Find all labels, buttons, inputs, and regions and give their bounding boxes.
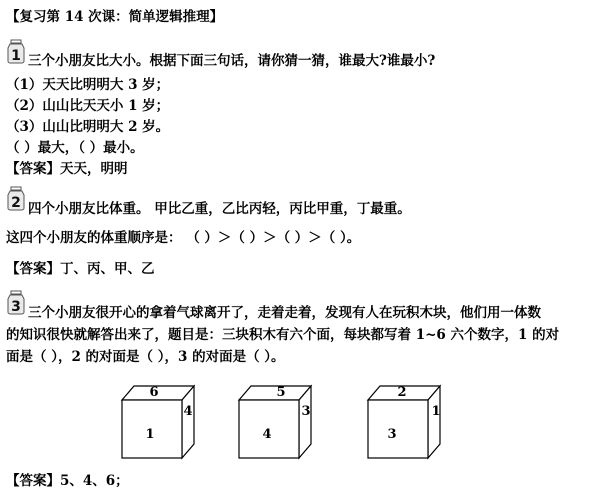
answer-text: 5、4、6；: [60, 473, 129, 489]
question-1-badge-icon: [5, 38, 27, 64]
cube-2-front-number: 4: [262, 427, 272, 442]
question-1-answer: [6, 159, 128, 179]
question-3-line-2: 的知识很快就解答出来了，题目是：三块积木有六个面，每块都写着 1~6 六个数字，1 的对: [6, 327, 560, 343]
cube-2-top-number: 5: [276, 385, 286, 400]
cube-1: [118, 382, 198, 462]
question-2-number: 2: [11, 195, 21, 211]
question-3-line-3: 面是（ ），2 的对面是（ ），3 的对面是（ ）。: [6, 349, 285, 365]
question-1-item-1: （1）天天比明明大 3 岁；: [6, 77, 170, 93]
question-2-stem: 四个小朋友比体重。 甲比乙重，乙比丙轻，丙比甲重，丁最重。: [28, 201, 411, 217]
question-1-item-3: （3）山山比明明大 2 岁。: [6, 119, 170, 135]
cube-3-top-number: 2: [397, 385, 407, 400]
cube-3: [364, 382, 444, 462]
cube-2: [235, 382, 315, 462]
question-2-order: 这四个小朋友的体重顺序是： （ ）＞（ ）＞（ ）＞（ ）。: [6, 230, 361, 246]
answer-label: 【答案】: [6, 161, 60, 177]
cube-1-front-number: 1: [145, 427, 155, 442]
question-3-answer: [6, 471, 129, 491]
question-2-badge-icon: [5, 185, 27, 211]
answer-label: 【答案】: [6, 261, 60, 277]
cube-1-top-number: 6: [149, 385, 159, 400]
question-3-line-1: 三个小朋友很开心的拿着气球离开了，走着走着，发现有人在玩积木块，他们用一体数: [28, 305, 541, 321]
question-3-badge-icon: [5, 289, 27, 315]
question-3-number: 3: [11, 299, 21, 315]
question-1-number: 1: [11, 48, 21, 64]
cube-3-right-number: 1: [431, 404, 441, 419]
lesson-title: 【复习第 14 次课：简单逻辑推理】: [6, 9, 224, 25]
answer-text: 天天，明明: [60, 161, 128, 177]
answer-text: 丁、丙、甲、乙: [60, 261, 155, 277]
question-1-blank: （ ）最大，（ ）最小。: [6, 140, 144, 156]
cube-2-right-number: 3: [301, 404, 311, 419]
answer-label: 【答案】: [6, 473, 60, 489]
question-1-item-2: （2）山山比天天小 1 岁；: [6, 98, 170, 114]
cube-1-right-number: 4: [183, 404, 193, 419]
cube-3-front-number: 3: [387, 427, 397, 442]
question-2-answer: [6, 259, 155, 279]
question-1-stem: 三个小朋友比大小。根据下面三句话，请你猜一猜，谁最大?谁最小?: [28, 53, 436, 69]
